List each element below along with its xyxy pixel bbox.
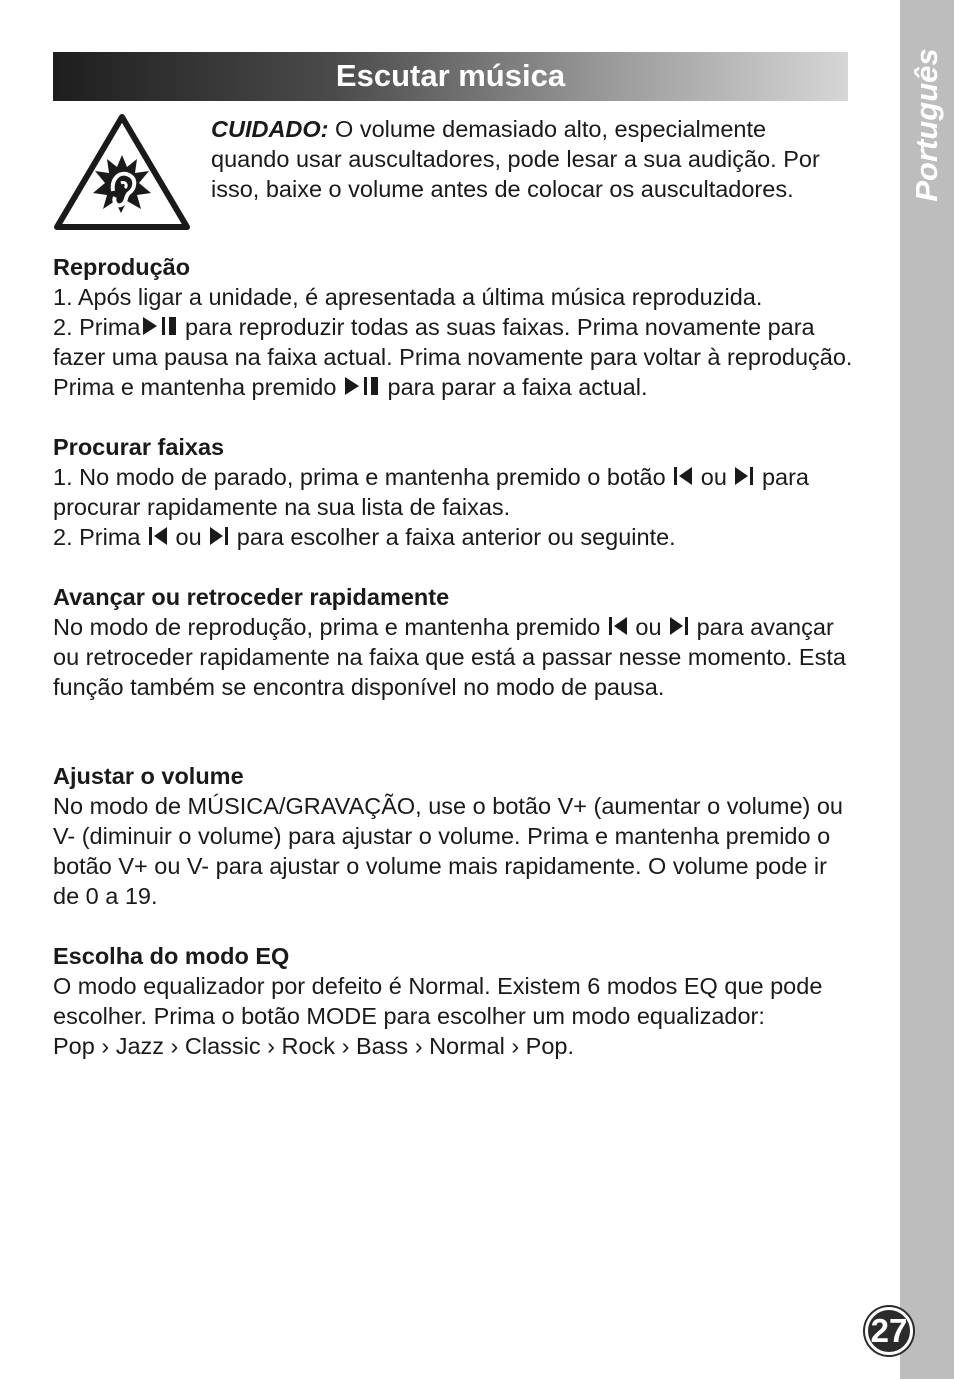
text-run: No modo de reprodução, prima e mantenha premido: [53, 614, 607, 640]
text-run: 1. No modo de parado, prima e mantenha premido o botão: [53, 464, 673, 490]
section-eq: [53, 941, 853, 1061]
play-pause-icon: [343, 374, 381, 398]
section-playback: [53, 252, 853, 402]
text-run: 2. Prima: [53, 524, 148, 550]
eq-sequence: Pop › Jazz › Classic › Rock › Bass › Normal › Pop.: [53, 1033, 575, 1059]
skip-previous-icon: [147, 524, 169, 548]
page-title: Escutar música: [335, 58, 566, 93]
language-label: Português: [909, 48, 944, 202]
text-run: para reproduzir todas as suas faixas. Prima novamente para fazer uma pausa na faixa actual. Prima novamente para voltar à reprodução. Prima e mantenha premido: [53, 314, 853, 400]
caution-body: O volume demasiado alto, especialmente quando usar auscultadores, pode lesar a sua audição. Por isso, baixe o volume antes de colocar os auscultadores.: [211, 116, 820, 202]
skip-previous-icon: [607, 614, 629, 638]
skip-next-icon: [208, 524, 230, 548]
search-step-2: [53, 522, 853, 552]
section-seek: [53, 582, 853, 702]
title-bar: [53, 52, 848, 101]
text-run: para procurar rapidamente na sua lista de faixas.: [53, 464, 809, 520]
seek-text: [53, 612, 853, 702]
playback-step-2: [53, 312, 853, 402]
section-volume: [53, 761, 853, 911]
playback-step-1: 1. Após ligar a unidade, é apresentada a última música reproduzida.: [53, 284, 763, 310]
section-heading: Reprodução: [53, 254, 191, 280]
text-run: para avançar ou retroceder rapidamente na faixa que está a passar nesse momento. Esta função também se encontra disponível no modo de pausa.: [53, 614, 846, 700]
caution-label: CUIDADO:: [211, 116, 329, 142]
hearing-warning-icon: [53, 113, 191, 231]
eq-text: O modo equalizador por defeito é Normal. Existem 6 modos EQ que pode escolher. Prima o botão MODE para escolher um modo equalizador:: [53, 973, 823, 1029]
play-pause-icon: [141, 314, 179, 338]
volume-text: No modo de MÚSICA/GRAVAÇÃO, use o botão V+ (aumentar o volume) ou V- (diminuir o volume) para ajustar o volume. Prima e mantenha premido o botão V+ ou V- para ajustar o volume mais rapidamente. O volume pode ir de 0 a 19.: [53, 793, 844, 909]
text-run: ou: [628, 614, 669, 640]
section-heading: Ajustar o volume: [53, 763, 244, 789]
caution-text: [211, 114, 841, 204]
text-run: 2. Prima: [53, 314, 141, 340]
text-run: ou: [169, 524, 209, 550]
text-run: para parar a faixa actual.: [380, 374, 648, 400]
language-sidebar: [900, 0, 954, 1379]
skip-next-icon: [733, 464, 755, 488]
search-step-1: [53, 462, 853, 522]
section-search: [53, 432, 853, 552]
section-heading: Escolha do modo EQ: [53, 943, 290, 969]
text-run: para escolher a faixa anterior ou seguinte.: [230, 524, 676, 550]
section-heading: Procurar faixas: [53, 434, 225, 460]
page-number: 27: [865, 1307, 913, 1355]
skip-previous-icon: [672, 464, 694, 488]
skip-next-icon: [668, 614, 690, 638]
section-heading: Avançar ou retroceder rapidamente: [53, 584, 450, 610]
text-run: ou: [694, 464, 734, 490]
